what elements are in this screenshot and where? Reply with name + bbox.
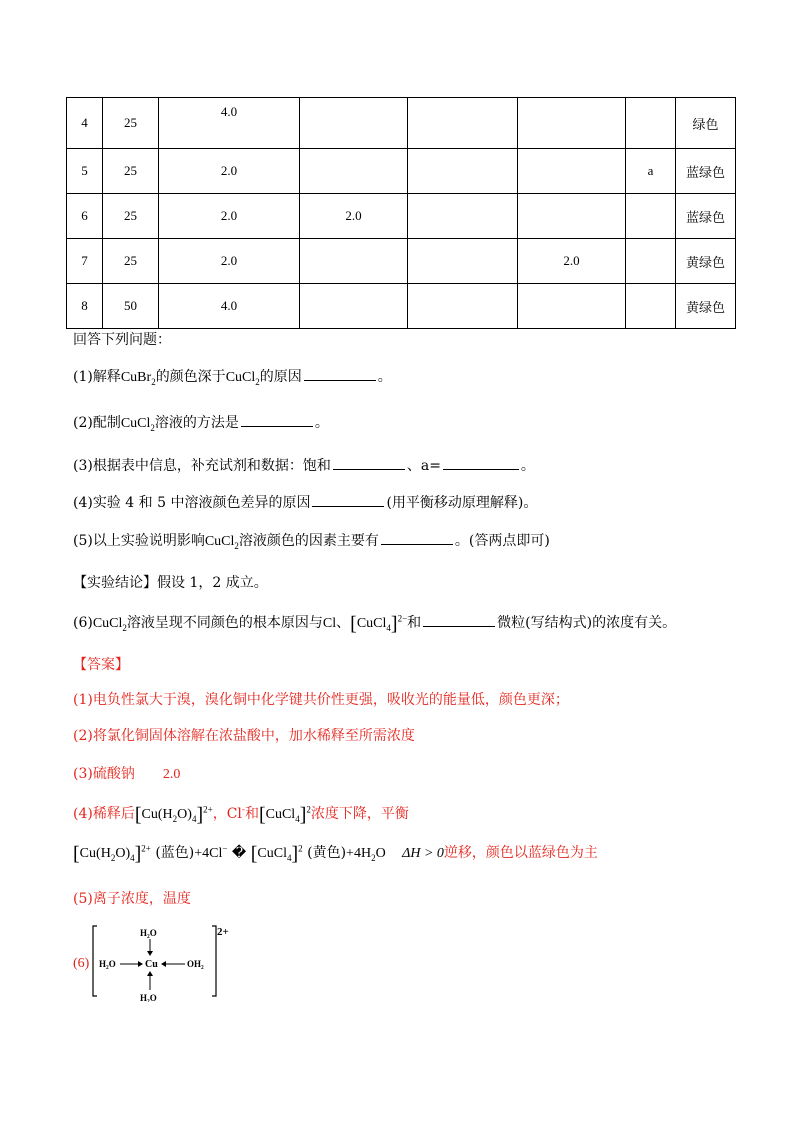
table-cell bbox=[300, 239, 408, 284]
answer-blank[interactable] bbox=[312, 494, 384, 507]
table-cell: 2.0 bbox=[159, 194, 300, 239]
answer-2: (2)将氯化铜固体溶解在浓盐酸中，加水稀释至所需浓度 bbox=[73, 728, 415, 744]
table-cell: 黄绿色 bbox=[676, 284, 736, 329]
table-cell: 蓝绿色 bbox=[676, 194, 736, 239]
arrowhead-top bbox=[147, 951, 153, 956]
table-row bbox=[67, 98, 736, 149]
question-3: (3)根据表中信息，补充试剂和数据：饱和 、a= 。 bbox=[73, 458, 535, 474]
experiment-conclusion: 【实验结论】假设 1，2 成立。 bbox=[73, 575, 268, 591]
table-cell bbox=[518, 98, 626, 149]
question-2: (2)配制CuCl$_2$溶液的方法是 。 bbox=[73, 415, 329, 433]
table-cell: 蓝绿色 bbox=[676, 149, 736, 194]
answer-blank[interactable] bbox=[333, 457, 405, 470]
table-cell bbox=[518, 194, 626, 239]
table-cell bbox=[408, 239, 518, 284]
complex-structure-diagram bbox=[73, 922, 243, 1002]
table-cell bbox=[518, 149, 626, 194]
table-cell: 2.0 bbox=[518, 239, 626, 284]
table-cell: 4.0 bbox=[159, 98, 300, 149]
left-bracket bbox=[93, 926, 97, 996]
arrowhead-bottom bbox=[147, 971, 153, 976]
center-atom: Cu bbox=[145, 959, 158, 970]
complex-charge: 2+ bbox=[217, 926, 229, 938]
table-cell: 25 bbox=[103, 239, 159, 284]
experiment-table bbox=[66, 97, 736, 329]
answer-blank[interactable] bbox=[381, 532, 453, 545]
table-cell: 2.0 bbox=[300, 194, 408, 239]
table-cell bbox=[626, 98, 676, 149]
table-cell: 4.0 bbox=[159, 284, 300, 329]
table-cell: 25 bbox=[103, 98, 159, 149]
answer-5: (5)离子浓度，温度 bbox=[73, 891, 191, 907]
table-row bbox=[67, 239, 736, 284]
table-cell bbox=[408, 98, 518, 149]
table-cell: 25 bbox=[103, 149, 159, 194]
question-4: (4)实验 4 和 5 中溶液颜色差异的原因 (用平衡移动原理解释)。 bbox=[73, 495, 538, 511]
table-cell: a bbox=[626, 149, 676, 194]
table-cell: 黄绿色 bbox=[676, 239, 736, 284]
ligand-right: OH₂ bbox=[187, 959, 204, 969]
answer-4-line1: (4)稀释后$[Cu(H_2O)_4]^{2+}$，Cl-和[CuCl$_4$]$^2$浓度下降，平衡 bbox=[73, 804, 409, 826]
table-cell: 5 bbox=[67, 149, 103, 194]
answer-4-line2: $[Cu(H_2O)_4]^{2+}$ (蓝色)+4Cl− � [CuCl$_4$]$^2$ (黄色)$+4H_2O$ ΔH > 0逆移，颜色以蓝绿色为主 bbox=[73, 843, 598, 865]
table-cell: 25 bbox=[103, 194, 159, 239]
table-cell: 7 bbox=[67, 239, 103, 284]
table-row bbox=[67, 284, 736, 329]
table-cell: 8 bbox=[67, 284, 103, 329]
ligand-left: H₂O bbox=[99, 959, 116, 969]
table-cell: 6 bbox=[67, 194, 103, 239]
table-row bbox=[67, 194, 736, 239]
table-cell bbox=[300, 98, 408, 149]
ligand-bottom: H₂O bbox=[140, 993, 157, 1002]
question-5: (5)以上实验说明影响CuCl$_2$溶液颜色的因素主要有 。(答两点即可) bbox=[73, 533, 550, 551]
table-cell bbox=[408, 194, 518, 239]
questions-intro: 回答下列问题： bbox=[73, 332, 171, 348]
right-bracket bbox=[212, 926, 216, 996]
answer-blank[interactable] bbox=[304, 368, 376, 381]
table-cell bbox=[626, 284, 676, 329]
answer-blank[interactable] bbox=[241, 414, 313, 427]
table-cell bbox=[300, 149, 408, 194]
arrowhead-left bbox=[138, 961, 143, 967]
table-cell: 4 bbox=[67, 98, 103, 149]
table-cell: 50 bbox=[103, 284, 159, 329]
answer-3: (3)硫酸钠 2.0 bbox=[73, 766, 181, 782]
table-cell bbox=[408, 284, 518, 329]
table-cell bbox=[300, 284, 408, 329]
answer-1: (1)电负性氯大于溴，溴化铜中化学键共价性更强，吸收光的能量低，颜色更深； bbox=[73, 692, 569, 708]
answer-blank[interactable] bbox=[423, 614, 495, 627]
table-cell: 2.0 bbox=[159, 239, 300, 284]
table-cell bbox=[518, 284, 626, 329]
table-cell bbox=[408, 149, 518, 194]
answer-6-label: (6) bbox=[73, 956, 90, 971]
table-row bbox=[67, 149, 736, 194]
table-cell: 2.0 bbox=[159, 149, 300, 194]
table-cell bbox=[626, 194, 676, 239]
answer-blank[interactable] bbox=[443, 457, 519, 470]
question-6: (6)CuCl$_2$溶液呈现不同颜色的根本原因与Cl、[CuCl$_4$]$^{2-}$和 微粒(写结构式)的浓度有关。 bbox=[73, 613, 677, 635]
table-cell: 绿色 bbox=[676, 98, 736, 149]
answer-title: 【答案】 bbox=[73, 657, 129, 673]
table-cell bbox=[626, 239, 676, 284]
question-1: (1)解释CuBr$_2$的颜色深于CuCl$_2$的原因 。 bbox=[73, 369, 392, 387]
ligand-top: H₂O bbox=[140, 928, 157, 938]
arrowhead-right bbox=[161, 961, 166, 967]
